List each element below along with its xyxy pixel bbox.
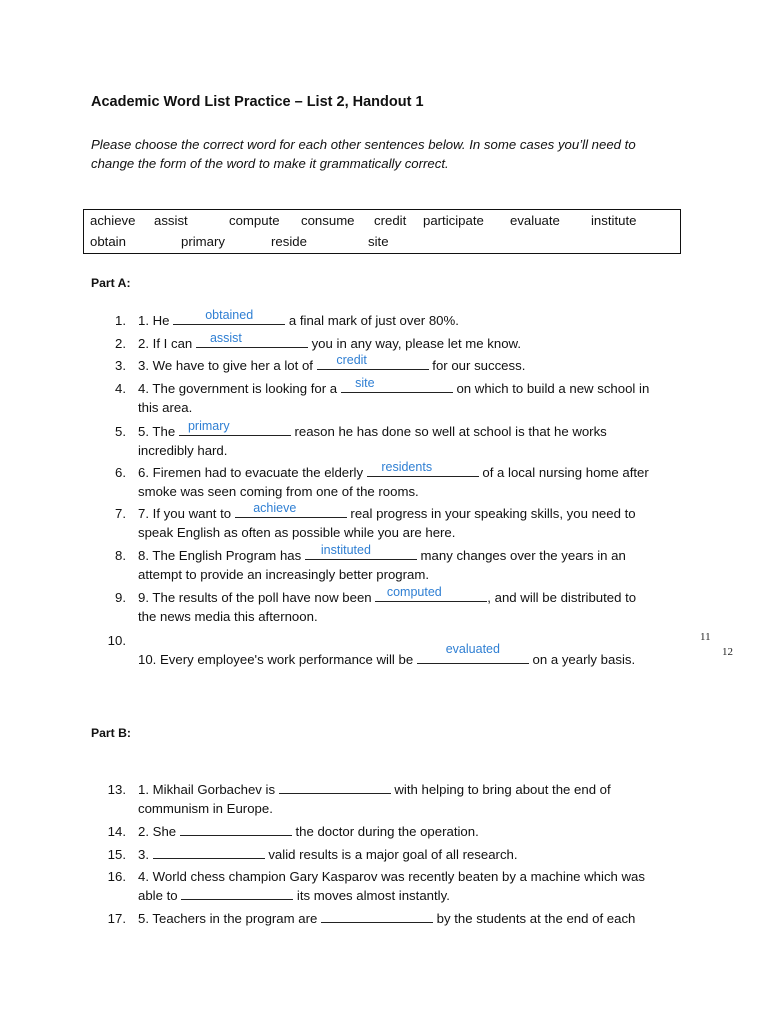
word-bank-item: assist <box>154 213 188 228</box>
question-text: 6. Firemen had to evacuate the elderly <box>138 465 367 480</box>
filled-answer: assist <box>209 331 242 345</box>
question-text: many changes over the years in an <box>416 548 626 563</box>
answer-blank[interactable] <box>181 886 293 900</box>
question-text: valid results is a major goal of all research. <box>264 847 518 862</box>
answer-blank[interactable] <box>173 308 285 325</box>
question-number: 3. <box>115 358 126 373</box>
question-number: 17. <box>107 911 126 926</box>
answer-blank[interactable] <box>279 780 391 794</box>
filled-answer: achieve <box>253 501 297 515</box>
question-number: 7. <box>115 506 126 521</box>
question-text: 1. Mikhail Gorbachev is <box>138 782 279 797</box>
word-bank-item: institute <box>591 213 637 228</box>
filled-answer: credit <box>336 353 367 367</box>
question-text-continued: attempt to provide an increasingly better program. <box>138 567 430 582</box>
answer-blank[interactable] <box>417 642 529 664</box>
filled-answer: primary <box>187 419 230 433</box>
word-bank-item: obtain <box>90 234 126 249</box>
question-text: 1. He <box>138 313 174 328</box>
question-number: 16. <box>107 869 126 884</box>
question-text: 4. The government is looking for a <box>138 381 341 396</box>
word-bank-item: achieve <box>90 213 136 228</box>
question-number: 5. <box>115 424 126 439</box>
answer-blank[interactable] <box>235 501 347 518</box>
part-a-heading: Part A: <box>91 276 131 290</box>
question-text: 5. The <box>138 424 179 439</box>
question-number: 6. <box>115 465 126 480</box>
filled-answer: computed <box>386 585 442 599</box>
question-text: reason he has done so well at school is that he works <box>290 424 607 439</box>
answer-blank[interactable] <box>375 585 487 602</box>
filled-answer: obtained <box>205 308 254 322</box>
question-text: 5. Teachers in the program are <box>138 911 322 926</box>
question-text-continued: the news media this afternoon. <box>138 609 318 624</box>
question-text: real progress in your speaking skills, you need to <box>346 506 636 521</box>
question-text-continued: speak English as often as possible while you are here. <box>138 525 456 540</box>
word-bank-item: consume <box>301 213 355 228</box>
question-text: 2. If I can <box>138 336 196 351</box>
part-b-heading: Part B: <box>91 726 131 740</box>
question-text: by the students at the end of each <box>433 911 636 926</box>
question-text: 7. If you want to <box>138 506 235 521</box>
word-bank-item: primary <box>181 234 225 249</box>
word-bank-item: evaluate <box>510 213 560 228</box>
filled-answer: residents <box>381 460 433 474</box>
question-text-continued: this area. <box>138 400 193 415</box>
side-mark: 11 <box>700 631 711 643</box>
question-number: 10. <box>107 633 126 648</box>
question-number: 1. <box>115 313 126 328</box>
question-text: a final mark of just over 80%. <box>285 313 459 328</box>
question-number: 13. <box>107 782 126 797</box>
word-bank-item: credit <box>374 213 407 228</box>
filled-answer: instituted <box>320 543 371 557</box>
question-text: of a local nursing home after <box>478 465 649 480</box>
question-text: 10. Every employee's work performance will be <box>138 652 417 667</box>
question-text: for our success. <box>428 358 526 373</box>
answer-blank[interactable] <box>317 353 429 370</box>
answer-blank[interactable] <box>180 822 292 836</box>
filled-answer: site <box>355 376 375 390</box>
word-bank-item: site <box>368 234 389 249</box>
word-bank-item: compute <box>229 213 280 228</box>
answer-blank[interactable] <box>196 331 308 348</box>
question-number: 4. <box>115 381 126 396</box>
question-text: 8. The English Program has <box>138 548 305 563</box>
question-number: 9. <box>115 590 126 605</box>
answer-blank[interactable] <box>179 419 291 436</box>
word-bank-item: reside <box>271 234 307 249</box>
filled-answer: evaluated <box>445 642 500 656</box>
question-text: with helping to bring about the end of <box>390 782 611 797</box>
question-text-continued: its moves almost instantly. <box>293 888 450 903</box>
question-text: 3. We have to give her a lot of <box>138 358 317 373</box>
question-text: , and will be distributed to <box>487 590 637 605</box>
question-text: you in any way, please let me know. <box>307 336 521 351</box>
question-text: 9. The results of the poll have now been <box>138 590 376 605</box>
question-text-continued: communism in Europe. <box>138 801 273 816</box>
question-number: 15. <box>107 847 126 862</box>
answer-blank[interactable] <box>321 909 433 923</box>
question-text-continued: smoke was seen coming from one of the rooms. <box>138 484 419 499</box>
question-text: the doctor during the operation. <box>291 824 479 839</box>
answer-blank[interactable] <box>153 845 265 859</box>
question-text: on a yearly basis. <box>528 652 636 667</box>
question-text: 4. World chess champion Gary Kasparov was recently beaten by a machine which was <box>138 869 645 884</box>
question-text: 2. She <box>138 824 180 839</box>
question-text: on which to build a new school in <box>452 381 650 396</box>
question-text-continued: able to <box>138 888 182 903</box>
instructions: Please choose the correct word for each other sentences below. In some cases you’ll need to change the form of the word to make it grammatically correct. <box>91 137 636 171</box>
question-number: 2. <box>115 336 126 351</box>
answer-blank[interactable] <box>367 460 479 477</box>
question-text: 3. <box>138 847 153 862</box>
answer-blank[interactable] <box>341 376 453 393</box>
question-number: 8. <box>115 548 126 563</box>
question-number: 14. <box>107 824 126 839</box>
side-mark: 12 <box>722 646 733 658</box>
answer-blank[interactable] <box>305 543 417 560</box>
word-bank-item: participate <box>423 213 484 228</box>
word-bank <box>83 209 681 254</box>
question-text-continued: incredibly hard. <box>138 443 228 458</box>
page-title: Academic Word List Practice – List 2, Handout 1 <box>91 94 424 110</box>
